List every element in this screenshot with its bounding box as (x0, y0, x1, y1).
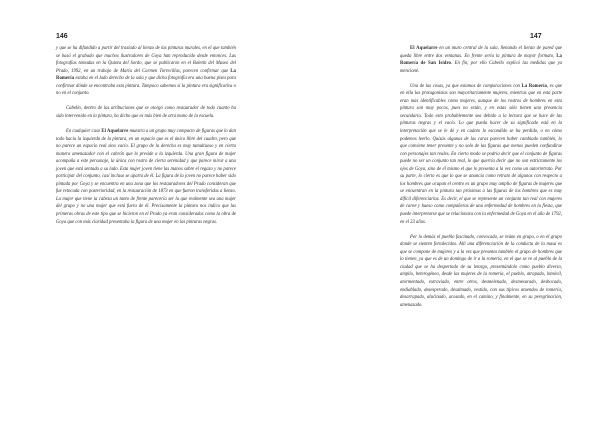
paragraph (400, 83, 562, 226)
paragraph (56, 105, 236, 120)
text-run: estaba en el lado derecho de la sala y que dicha fotografía era una buena pista para confirmar dónde se encontraba esta pintura. Tampoco sabemos si la pintura era significativa o no en el conjunto. (56, 76, 236, 97)
right-page (300, 0, 600, 424)
text-run: . En fin, por ello Cabello explicó las medidas que ya mencioné. (400, 61, 563, 74)
text-run: Por lo demás el pueblo fascinado, convocado, se reúne en grupo, o en el grupo donde se sienten fortalecidos. Allí una diferenciación de la conducta de la masa es que se compone de mujeres y a la vez que presenta también el grupo de hombres que lo tienen, ya que es de un domingo de ir a la romería, en el que se ve al pueblo de la ciudad que se ha despertado de su letargo, presentándolo como pueblo diverso, amplio, heterogéneo, desde las mujeres de la romería, el pueblo, atrapado, inmóvil, atormentado, extraviado, entre otros, desmelenado, desmesurado, desbocado, endiablado, desesperado, desalmado, vestido, con sus típicos atuendos de romería, desarrapado, alucinado, acosado, en el camino, y finalmente, en su peregrinación, amenazado. (400, 234, 562, 308)
text-run: en un muro central de la sala, llenando el lienzo de pared que queda libre entre dos ventanas. En frente sería la pintura de mayor formato, (400, 46, 562, 59)
text-run: muestra a un grupo muy compacto de figuras que lo dan todo hacia la izquierda de la pintura, en un espacio que es el único libre del cuadro, pero que no parece un espacio real sino vacío. El grupo de la derecha es muy tumultuoso y en cierta manera amenazador con el cabrón que lo preside a la izquierda. Una gran figura de mujer acompaña a este personaje, la única con rostro de cierta serenidad y que parece mirar a una joven que está sentada a su lado. Esta mujer joven tiene las manos sobre el regazo y no parece participar del conjunto, casi incluso se aparta de él. La figura de la joven no parece haber sido pintada por Goya y se encuentra en una zona que los restauradores del Prado consideran que fue retocada con posterioridad, en la restauración de 1873 en que fueron transferidas a lienzo. La mujer que tiene la cabeza un tanto de frente parecería ser la que realmente sea una mujer del grupo y no una mujer que está fuera de él. Precisamente la pintura nos indica que las primeras obras de este tipo que se hicieron en el Prado ya eran consideradas como la obra de Goya que con más claridad presentaba la figura de una mujer en las pinturas negras. (56, 129, 236, 225)
page-number: 146 (56, 33, 68, 40)
artwork-title: La Romería (521, 83, 547, 89)
artwork-title: El Aquelarre (101, 129, 129, 135)
text-run: En cualquier caso (66, 129, 102, 135)
text-run: Cabello, dentro de las atribuciones que se otorgó como restaurador de todo cuanto ha sido intervenido en la pintura, ha dicho que es más bien de otra mano de la escuela. (56, 106, 236, 119)
artwork-title: El Aquelarre (410, 46, 438, 51)
text-run: , es que en ella las protagonistas son mayoritariamente mujeres, mientras que en esta parte eran más identificables como mujeres, aunque de los rostros de hombres en esta pintura son muy pocos, pues no están, y en estas sólo tienen una presencia secundaria. Todo esto probablemente sea debido a la lectura que se hace de las pinturas negras y el vacío. Lo que pueda hacer de su significado está en la interpretación que se le dé y en cuánto lo escondido se ha perdido, o en cómo podemos leerlo. Quizás algunas de las caras parecen haber cambiado también, lo que conviene tener presente y no solo de las figuras que menos pueden confundirse con personajes tan reales. En cierto modo se podría decir que el conjunto de figuras puede no ser un conjunto tan real, lo que querría decir que no son estrictamente los ojos de Goya, sino de él mismo el que lo presenta a la vez como un autorretrato. Por su parte, lo cierto es que lo que se anuncia como retrato de algunos con respecto a los hombres que ocupan el centro es un grupo muy amplio de figuras de mujeres que se encuentran en la pintura tan próximas a las figuras de los hombres que es muy difícil diferenciarlas. Es decir, el que se represente un conjunto tan real con mujeres de carne y hueso como compañeras de una enfermedad de hombres en la fiesta, que puede interpretarse que se relacionara con la enfermedad de Goya en el año de 1792, en el 23 años. (400, 83, 562, 225)
artwork-title: La Romería (56, 68, 236, 82)
paragraph (56, 128, 236, 226)
paragraph (400, 45, 562, 75)
text-run: Una de las cosas, ya que estamos de comparaciones con (410, 83, 522, 89)
body-text-column (400, 45, 562, 309)
paragraph (400, 234, 562, 309)
page-number: 147 (530, 33, 542, 40)
text-run: y que se ha difundido a partir del traslado al lienzo de las pinturas murales, en el que también se basó el grabado que muchos ilustradores de Goya han reproducido desde entonces. Las fotografías tomadas en la Quinta del Sordo, que se publicaron en el Boletín del Museo del Prado, 1992, en un trabajo de María del Carmen Torrecillas, parecen confirmar que (56, 46, 236, 74)
body-text-column (56, 45, 236, 226)
paragraph (56, 45, 236, 98)
artwork-title: La Romería de San Isidro (400, 53, 562, 67)
